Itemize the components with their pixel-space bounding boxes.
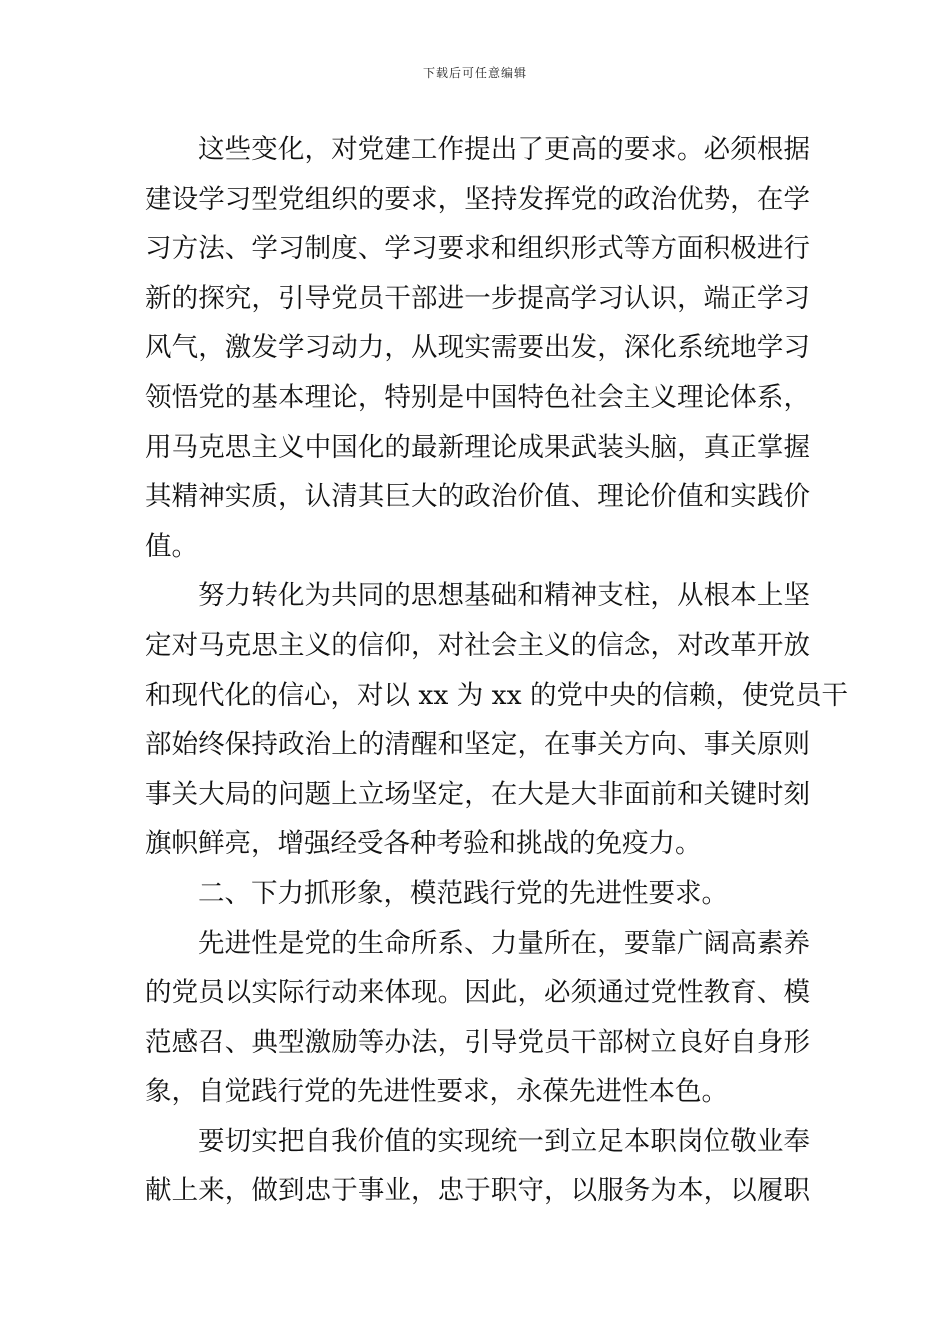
paragraph-1-line-7: 用马克思主义中国化的最新理论成果武装头脑，真正掌握 <box>145 431 810 463</box>
paragraph-2-line-4: 部始终保持政治上的清醒和坚定，在事关方向、事关原则 <box>145 729 810 761</box>
paragraph-4-line-2: 献上来，做到忠于事业，忠于职守，以服务为本，以履职 <box>145 1175 810 1207</box>
paragraph-1-line-6: 领悟党的基本理论，特别是中国特色社会主义理论体系， <box>145 381 810 413</box>
document-body <box>145 125 848 1216</box>
section-heading: 二、下力抓形象，模范践行党的先进性要求。 <box>198 877 728 909</box>
paragraph-3-line-2: 的党员以实际行动来体现。因此，必须通过党性教育、模 <box>145 977 810 1009</box>
paragraph-2-line-5: 事关大局的问题上立场坚定，在大是大非面前和关键时刻 <box>145 778 810 810</box>
paragraph-1-line-1: 这些变化，对党建工作提出了更高的要求。必须根据 <box>198 134 810 165</box>
paragraph-1-line-5: 风气，激发学习动力，从现实需要出发，深化系统地学习 <box>145 332 810 364</box>
paragraph-3-line-4: 象，自觉践行党的先进性要求，永葆先进性本色。 <box>145 1076 728 1108</box>
paragraph-1-line-2: 建设学习型党组织的要求，坚持发挥党的政治优势，在学 <box>145 183 810 215</box>
paragraph-3-line-1: 先进性是党的生命所系、力量所在，要靠广阔高素养 <box>198 927 810 959</box>
paragraph-1-line-9: 值。 <box>145 530 198 562</box>
page-header-note: 下载后可任意编辑 <box>422 66 527 80</box>
paragraph-1-line-4: 新的探究，引导党员干部进一步提高学习认识，端正学习 <box>145 282 810 314</box>
paragraph-2-line-2: 定对马克思主义的信仰，对社会主义的信念，对改革开放 <box>145 629 810 661</box>
paragraph-3-line-3: 范感召、典型激励等办法，引导党员干部树立良好自身形 <box>145 1026 810 1058</box>
paragraph-4-line-1: 要切实把自我价值的实现统一到立足本职岗位敬业奉 <box>198 1125 810 1157</box>
paragraph-2-line-3: 和现代化的信心，对以 xx 为 xx 的党中央的信赖，使党员干 <box>145 679 848 711</box>
paragraph-2-line-1: 努力转化为共同的思想基础和精神支柱，从根本上坚 <box>198 580 810 612</box>
paragraph-1-line-8: 其精神实质，认清其巨大的政治价值、理论价值和实践价 <box>145 481 810 513</box>
paragraph-2-line-6: 旗帜鲜亮，增强经受各种考验和挑战的免疫力。 <box>145 828 702 860</box>
paragraph-1-line-3: 习方法、学习制度、学习要求和组织形式等方面积极进行 <box>145 233 810 265</box>
